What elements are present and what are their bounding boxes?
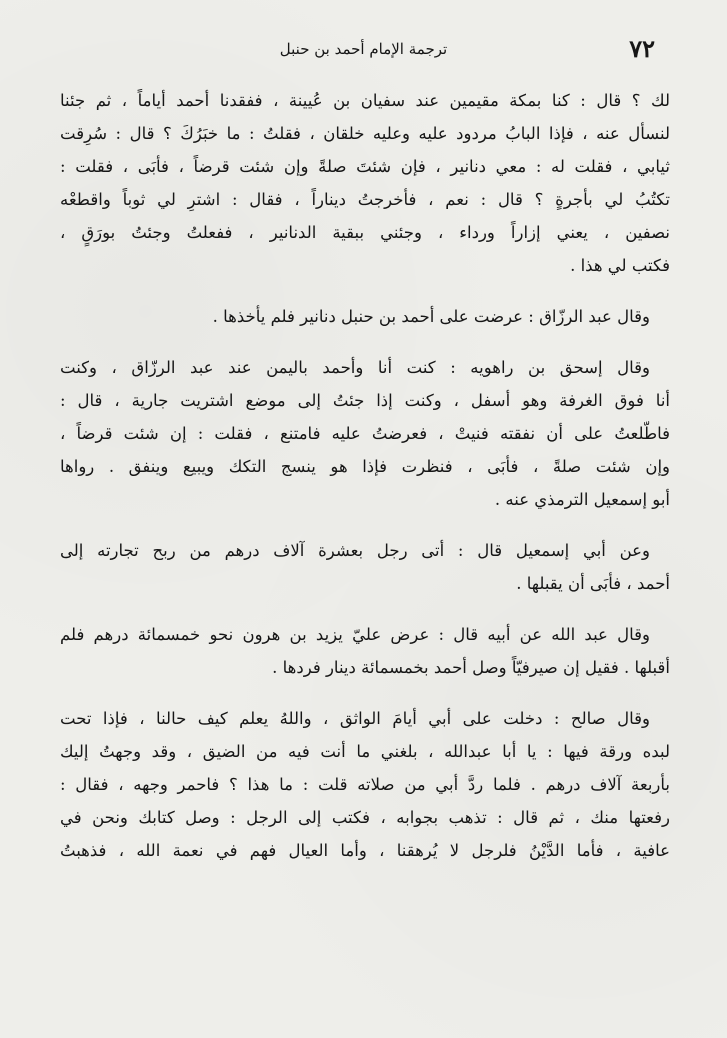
text-line: أقبلها . فقيل إن صيرفيّاً وصل أحمد بخمسمائة دينار فردها . (272, 658, 670, 677)
page-header (60, 32, 667, 68)
running-title: ترجمة الإمام أحمد بن حنبل (279, 40, 448, 58)
text-line: وقال عبد الرزّاق : عرضت على أحمد بن حنبل دنانير فلم يأخذها . (212, 307, 650, 326)
text-line: أبو إسمعيل الترمذي عنه . (494, 490, 670, 509)
text-line: لك ؟ قال : كنا بمكة مقيمين عند سفيان بن عُيينة ، ففقدنا أحمد أياماً ، ثم جئنا (60, 91, 670, 110)
text-line: ثيابي ، فقلت له : معي دنانير ، فإن شئتَ صلةً وإن شئت قرضاً ، فأبَى ، فقلت : (60, 157, 670, 176)
text-line: رفعتها منك ، ثم قال : تذهب بجوابه ، فكتب إلى الرجل : وصل كتابك ونحن في (60, 808, 670, 827)
paragraph-abdullah (60, 618, 670, 684)
text-line: وقال عبد الله عن أبيه قال : عرض عليّ يزيد بن هرون نحو خمسمائة درهم فلم (60, 625, 650, 644)
text-line: تكتُبُ لي بأجرةٍ ؟ قال : نعم ، فأخرجتُ ديناراً ، فقال : اشترِ لي ثوباً واقطعْه (60, 190, 670, 209)
paragraph-abu-ismail (60, 534, 670, 600)
text-line: أحمد ، فأبَى أن يقبلها . (516, 574, 670, 593)
text-line: لنسأل عنه ، فإذا البابُ مردود عليه وعليه خلقان ، فقلتُ : ما خبَرُكَ ؟ قال : سُرِقت (60, 124, 670, 143)
text-line: وإن شئت صلةً ، فأبَى ، فنظرت فإذا هو ينسج التكك ويبيع وينفق . رواها (60, 457, 670, 476)
text-line: فكتب لي هذا . (570, 256, 670, 275)
text-line: فاطّلعتُ على أن نفقته فنيتْ ، فعرضتُ عليه فامتنع ، فقلت : إن شئت قرضاً ، (60, 424, 670, 443)
text-line: وقال صالح : دخلت على أبي أيامَ الواثق ، واللهُ يعلم كيف حالنا ، فإذا تحت (60, 709, 650, 728)
page-number: ٧٢ (629, 34, 655, 63)
text-line: نصفين ، يعني إزاراً ورداء ، وجئني ببقية الدنانير ، ففعلتُ وجئتُ بورَقٍ ، (60, 223, 670, 242)
paragraph-gap (60, 282, 670, 300)
paragraph-gap (60, 333, 670, 351)
paragraph-gap (60, 516, 670, 534)
paragraph-abd-al-razzaq (60, 300, 670, 333)
text-line: أنا فوق الغرفة وهو أسفل ، وكنت إذا جئتُ إلى موضع اشتريت جارية ، قال : (60, 391, 670, 410)
text-line: وقال إسحق بن راهويه : كنت أنا وأحمد باليمن عند عبد الرزّاق ، وكنت (60, 358, 650, 377)
paragraph-borrowed-clothes (60, 84, 670, 282)
paragraph-ishaq-bin-rahwayh (60, 351, 670, 516)
text-line: لبده ورقة فيها : يا أبا عبدالله ، بلغني ما أنت فيه من الضيق ، وقد وجهتُ إليك (60, 742, 670, 761)
paragraph-gap (60, 600, 670, 618)
paragraph-salih (60, 702, 670, 867)
text-line: عافية ، فأما الدَّيْنُ فلرجل لا يُرهقنا ، وأما العيال فهم في نعمة الله ، فذهبتُ (60, 841, 670, 860)
page-body (60, 84, 670, 867)
text-line: وعن أبي إسمعيل قال : أتى رجل بعشرة آلاف درهم من ربح تجارته إلى (60, 541, 650, 560)
text-line: بأربعة آلاف درهم . فلما ردَّ أبي من صلاته قلت : ما هذا ؟ فاحمر وجهه ، فقال : (60, 775, 670, 794)
paragraph-gap (60, 684, 670, 702)
